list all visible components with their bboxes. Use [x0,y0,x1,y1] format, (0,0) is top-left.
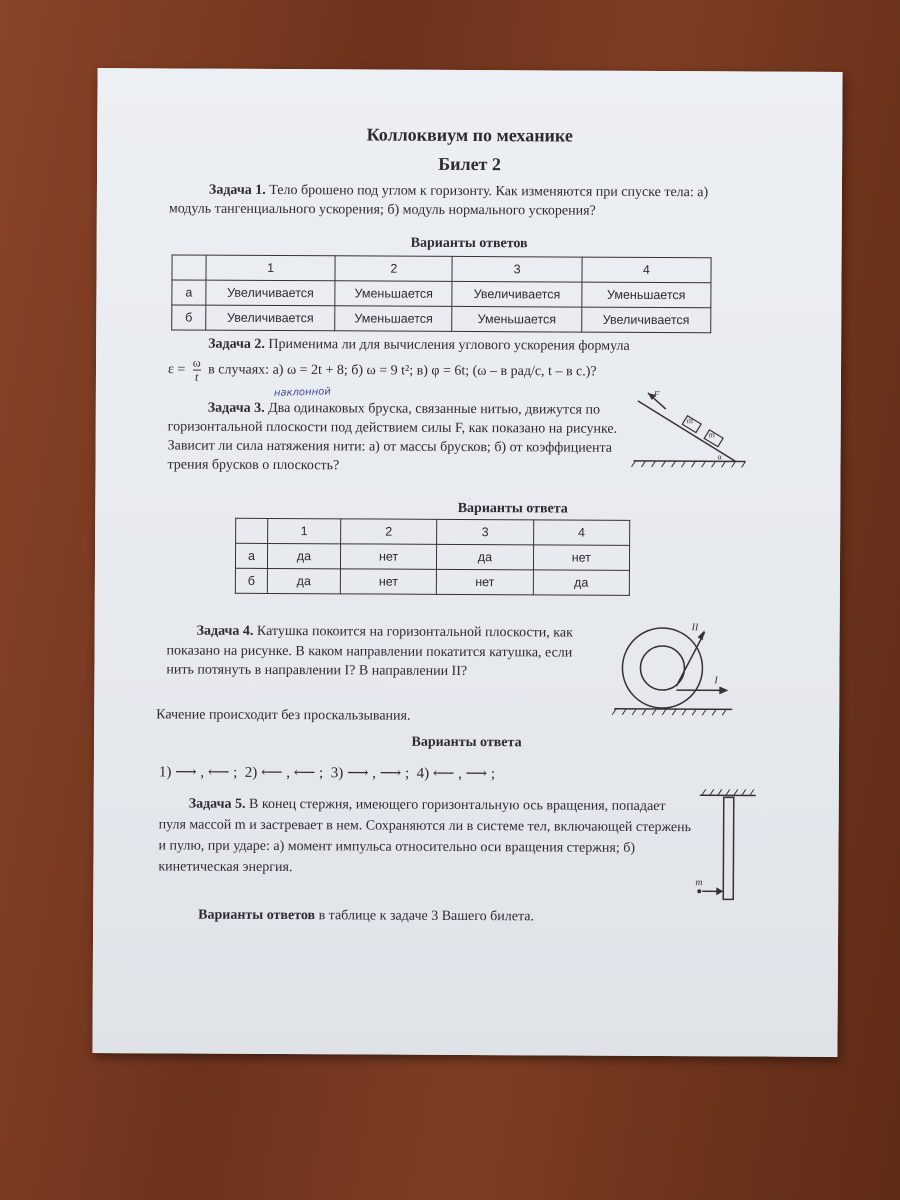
fig-label-F: F [653,388,660,400]
task4-text: Катушка покоится на горизонтальной плоскости, как показано на рисунке. В каком направлении покатится катушка, если нить потянуть в направлении I? В направлении II? [166,623,573,679]
task1-text: Тело брошено под углом к горизонту. Как изменяются при спуске тела: а) модуль тангенциального ускорения; б) модуль нормального ускорения? [168,182,709,219]
formula-lhs: ε = [167,362,186,378]
table-cell: Увеличивается [581,307,710,333]
rod [723,797,734,899]
table-cell: б [235,568,267,593]
spool-figure [604,616,740,722]
table-cell: 3 [437,519,534,545]
task3-label: Задача 3. [207,400,265,416]
table-cell: 3 [452,256,581,282]
table-cell: да [267,568,340,593]
table-cell: нет [437,569,534,595]
fig-label-m-lower: m [708,430,715,440]
table-cell: Уменьшается [335,281,452,307]
paper-sheet [92,68,842,1057]
table-cell: а [235,543,267,568]
spool-outer-circle [622,628,702,708]
table1-caption: Варианты ответов [410,235,528,252]
task5-label: Задача 5. [188,796,246,812]
task2 [168,334,708,356]
table-cell: 1 [206,255,335,281]
task5-text: В конец стержня, имеющего горизонтальную ось вращения, попадает пуля массой m и застревает в нем. Сохраняются ли в системе тел, включающей стержень и пулю, при ударе: а) момент импульса относительно оси вращения стержня; б) кинетическая энергия. [158,796,692,876]
table-row [172,280,711,308]
table-cell: Уменьшается [452,306,581,332]
task3-text: Два одинаковых бруска, связанные нитью, движутся по горизонтальной плоскости под действием силы F, как показано на рисунке. Зависит ли сила натяжения нити: а) от массы брусков; б) от коэффициента трения брусков о плоскость? [167,400,618,474]
table-cell: Увеличивается [206,280,335,306]
table-cell: б [172,305,206,330]
bullet [697,889,701,893]
task2-line1: Применима ли для вычисления углового ускорения формула [268,336,630,354]
table-cell: нет [533,545,630,571]
ground-line [634,461,746,462]
footer-rest: в таблице к задаче 3 Вашего билета. [318,908,535,925]
table-cell: Увеличивается [452,281,581,307]
task1-label: Задача 1. [208,182,266,198]
table-row [235,543,629,570]
task4 [166,621,586,682]
table-row [235,568,629,595]
variants4-line: 1) ⟶ , ⟵ ; 2) ⟵ , ⟵ ; 3) ⟶ , ⟶ ; 4) ⟵ , ⟶ ; [158,764,496,783]
formula-fraction [193,357,201,384]
task2-formula-line [168,356,728,386]
table-cell: нет [340,569,437,595]
table-cell [172,255,206,280]
fig-label-II: II [691,622,699,634]
table-row [172,305,711,333]
table-header-row [172,255,711,283]
handwritten-note: наклонной [273,386,331,399]
table2-caption: Варианты ответа [457,500,568,517]
table-cell: Увеличивается [206,305,335,331]
answer-table-1 [171,254,711,333]
inclined-plane-figure [625,389,750,475]
spool-ground-line [614,709,732,710]
footer-note [158,905,698,927]
table-cell [236,518,268,543]
page-title: Коллоквиум по механике [366,124,573,146]
table-cell: нет [340,544,437,570]
answer-table-2 [235,518,630,596]
table-cell: да [533,570,630,596]
fig-label-alpha: α [717,452,722,462]
table-cell: 2 [340,519,437,545]
bullet-arrowhead [716,887,723,895]
table-cell: да [267,543,340,568]
table-header-row [236,518,630,545]
arrowhead-II [698,630,705,640]
task4-note: Качение происходит без проскальзывания. [156,707,411,724]
formula-denominator: t [194,369,199,384]
ticket-number: Билет 2 [438,153,501,175]
task3 [167,398,622,476]
fig-label-m-upper: m [686,416,694,426]
fig-label-m: m [695,877,703,889]
task2-line2: в случаях: а) ω = 2t + 8; б) ω = 9 t²; в) φ = 6t; (ω – в рад/с, t – в с.)? [208,362,597,380]
task5 [158,793,693,880]
formula-numerator: ω [192,355,201,370]
table-cell: 1 [268,518,341,543]
table-cell: 4 [582,257,711,283]
table-cell: а [172,280,206,305]
table-cell: да [437,544,534,570]
task1 [169,180,709,221]
table-cell: 4 [533,520,630,546]
arrowhead-I [719,686,728,694]
variants4-caption: Варианты ответа [411,734,522,751]
table-cell: 2 [335,256,452,282]
task2-label: Задача 2. [208,336,265,352]
task4-label: Задача 4. [196,623,254,639]
table-cell: Уменьшается [335,306,452,332]
footer-bold: Варианты ответов [198,907,316,924]
rod-figure [693,781,764,906]
table-cell: Уменьшается [582,282,711,308]
fig-label-I: I [714,675,718,687]
